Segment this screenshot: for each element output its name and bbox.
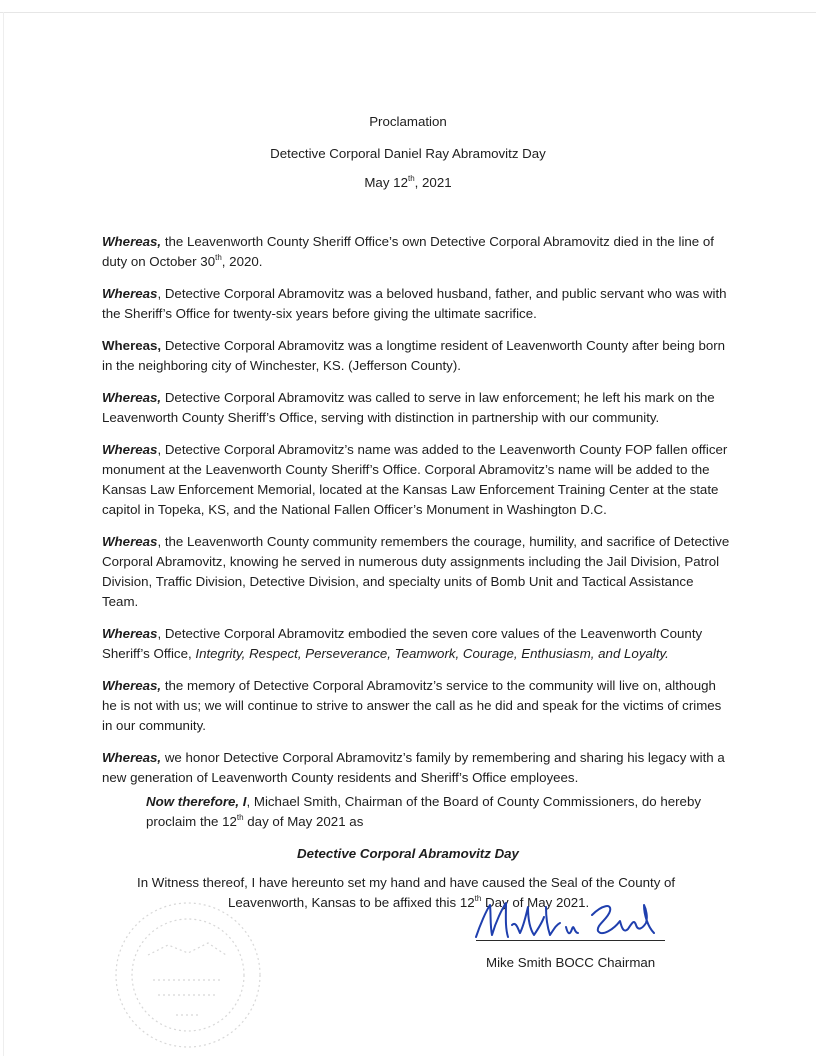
- whereas-lead: Whereas,: [102, 338, 162, 353]
- whereas-text: , Detective Corporal Abramovitz embodied the seven core values of the Leavenworth County Sheriff’s Office,: [102, 626, 703, 661]
- whereas-lead: Whereas: [102, 534, 158, 549]
- proclamation-text: , Michael Smith, Chairman of the Board of County Commissioners, do hereby proclaim the 12: [146, 794, 701, 829]
- proclamation-text-end: day of May 2021 as: [243, 814, 364, 829]
- signature-line: [476, 940, 665, 941]
- whereas-text: , Detective Corporal Abramovitz’s name was added to the Leavenworth County FOP fallen officer monument at the Leavenworth County Sheriff’s Office. Corporal Abramovitz’s name will be added to the Kansas Law Enforcement Memorial, located at the Kansas Law Enforcement Training Center at the state capitol in Topeka, KS, and the National Fallen Officer’s Monument in Washington D.C.: [102, 442, 728, 517]
- whereas-paragraph: [102, 676, 732, 736]
- document-title: Proclamation: [369, 114, 447, 129]
- whereas-lead: Whereas: [102, 442, 158, 457]
- proclamation-lead: Now therefore, I: [146, 794, 247, 809]
- whereas-paragraph: [102, 388, 732, 428]
- whereas-lead: Whereas: [102, 286, 158, 301]
- whereas-text: , Detective Corporal Abramovitz was a beloved husband, father, and public servant who was with the Sheriff’s Office for twenty-six years before giving the ultimate sacrifice.: [102, 286, 727, 321]
- whereas-paragraph: [102, 232, 732, 272]
- whereas-paragraph: [102, 284, 732, 324]
- witness-text: Leavenworth, Kansas to be affixed this 12: [228, 895, 475, 910]
- whereas-clauses: [102, 232, 732, 800]
- document-subtitle: Detective Corporal Daniel Ray Abramovitz Day: [270, 146, 546, 161]
- ordinal-sup: th: [236, 812, 244, 822]
- whereas-paragraph: [102, 440, 732, 520]
- whereas-text: , the Leavenworth County community remembers the courage, humility, and sacrifice of Detective Corporal Abramovitz, knowing he served in numerous duty assignments including the Jail Division, Patrol Division, Traffic Division, Detective Division, and specialty units of Bomb Unit and Tactical Assistance Team.: [102, 534, 730, 609]
- whereas-text: Detective Corporal Abramovitz was a longtime resident of Leavenworth County after being born in the neighboring city of Winchester, KS. (Jefferson County).: [102, 338, 726, 373]
- whereas-text: we honor Detective Corporal Abramovitz’s family by remembering and sharing his legacy with a new generation of Leavenworth County residents and Sheriff’s Office employees.: [102, 750, 725, 785]
- handwritten-signature: [462, 895, 672, 945]
- proclaimed-day-name: Detective Corporal Abramovitz Day: [297, 846, 519, 861]
- ordinal-sup: th: [215, 252, 222, 262]
- signer-name: Mike Smith BOCC Chairman: [486, 955, 656, 970]
- whereas-text: the Leavenworth County Sheriff Office’s own Detective Corporal Abramovitz died in the line of duty on October 30: [102, 234, 714, 269]
- witness-line-1: In Witness thereof, I have hereunto set my hand and have caused the Seal of the County of: [137, 875, 676, 890]
- proclamation-statement: [146, 792, 706, 832]
- county-seal-emblem: [98, 895, 278, 1050]
- whereas-text: the memory of Detective Corporal Abramovitz’s service to the community will live on, although he is not with us; we will continue to strive to answer the call as he did and speak for the victims of crimes in our community.: [102, 678, 722, 733]
- whereas-paragraph: [102, 336, 732, 376]
- document-date: [0, 175, 816, 190]
- whereas-lead: Whereas: [102, 626, 158, 641]
- whereas-lead: Whereas,: [102, 390, 162, 405]
- page-edge-left: [3, 12, 4, 1056]
- whereas-lead: Whereas,: [102, 750, 162, 765]
- date-prefix: May 12: [364, 175, 408, 190]
- whereas-text: Detective Corporal Abramovitz was called to serve in law enforcement; he left his mark on the Leavenworth County Sheriff’s Office, serving with distinction in partnership with our community.: [102, 390, 715, 425]
- page-edge-top: [0, 12, 816, 13]
- whereas-lead: Whereas,: [102, 234, 162, 249]
- whereas-paragraph: [102, 624, 732, 664]
- date-suffix: , 2021: [414, 175, 452, 190]
- core-values: Integrity, Respect, Perseverance, Teamwork, Courage, Enthusiasm, and Loyalty.: [195, 646, 669, 661]
- witness-text-end: Day of May 2021.: [481, 895, 590, 910]
- ordinal-sup: th: [474, 893, 482, 903]
- whereas-paragraph: [102, 748, 732, 788]
- date-sup: th: [407, 173, 415, 183]
- whereas-paragraph: [102, 532, 732, 612]
- whereas-text-end: , 2020.: [221, 254, 263, 269]
- whereas-lead: Whereas,: [102, 678, 162, 693]
